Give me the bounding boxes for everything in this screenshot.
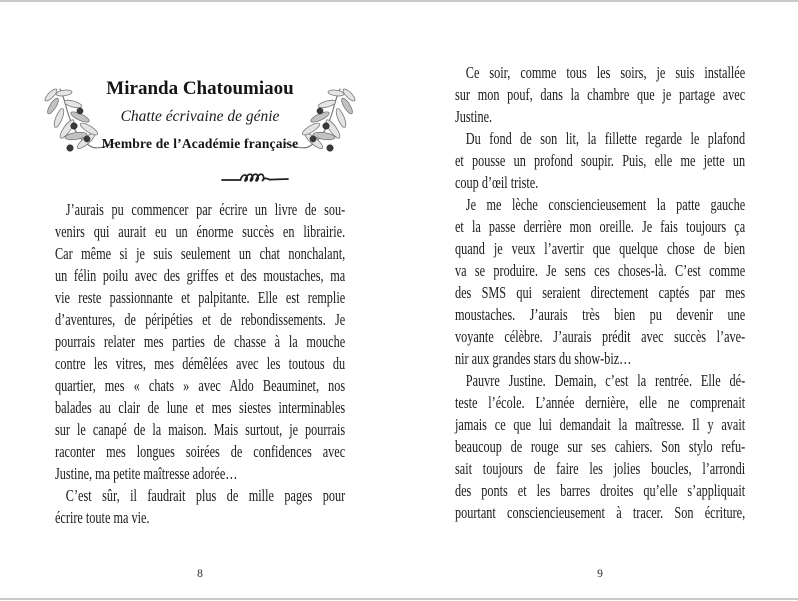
right-page-body [455,62,745,524]
text-line: et la passe derrière mon oreille. Je fais toujours ça [455,217,746,236]
text-line: jamais ce que lui demandait la maîtresse. Il y avait [455,415,746,434]
text-line: Pauvre Justine. Demain, c’est la rentrée. Elle dé- [465,371,746,390]
text-line: moustaches. J’aurais très bien pu devenir une [455,305,746,324]
text-line: coup d’œil triste. [455,173,539,192]
text-line: contre les vitres, mes démêlées avec les toutous du [55,354,346,373]
text-line: voyante célèbre. J’aurais prédit avec succès l’ave- [455,327,746,346]
text-line: Car même si je suis seulement un chat nonchalant, [55,244,346,263]
text-line: Ce soir, comme tous les soirs, je suis installée [465,63,746,82]
text-line: quartier, mes « chats » avec Aldo Beauminet, nos [55,376,346,395]
text-line: sait toujours de faire les jolies boucles, l’arrondi [455,459,746,478]
author-name: Miranda Chatoumiaou [106,78,294,99]
text-line: sur mon pouf, dans la chambre que je partage avec [455,85,746,104]
squiggle-divider-icon [165,171,345,192]
author-subtitle: Chatte écrivaine de génie [120,108,280,125]
text-line: vie reste passionnante et palpitante. Elle est remplie [55,288,346,307]
text-line: pourtant consciencieusement à tracer. Son écriture, [455,503,746,522]
right-page [455,0,745,601]
text-line: et pousse un profond soupir. Puis, elle me jette un [455,151,746,170]
left-page-body [55,199,345,529]
text-line: balades au clair de lune et mes siestes interminables [55,398,346,417]
text-line: quand je veux l’avertir que quelque chose de bien [455,239,746,258]
author-affiliation: Membre de l’Académie française [101,136,299,151]
text-line: venirs qui aurait eu un énorme succès en librairie. [55,222,346,241]
text-line: Je me lèche consciencieusement la patte gauche [465,195,746,214]
text-line: nir aux grandes stars du show-biz… [455,349,632,368]
text-line: J’aurais pu commencer par écrire un livre de sou- [65,200,346,219]
text-line: des SMS qui seraient directement captés par mes [455,283,746,302]
text-line: va se produire. Je sens ces choses-là. C’est comme [455,261,746,280]
text-line: d’aventures, de péripéties et de rebondissements. Je [55,310,346,329]
text-line: raconter mes longues soirées de confidences avec [55,442,346,461]
text-line: Justine, ma petite maîtresse adorée… [55,464,238,483]
text-line: Justine. [455,107,493,126]
text-line: Du fond de son lit, la fillette regarde le plafond [465,129,746,148]
text-line: teste l’école. L’année dernière, elle ne comprenait [455,393,746,412]
text-line: des ponts et les barres droites qu’elle s’appliquait [455,481,746,500]
text-line: un félin poilu avec des griffes et des moustaches, ma [55,266,346,285]
text-line: sur le canapé de la maison. Mais surtout, je pourrais [55,420,346,439]
text-line: beaucoup de rouge sur ses cahiers. Son stylo refu- [455,437,746,456]
text-line: pourrais relater mes parties de chasse à la mouche [55,332,346,351]
left-page [55,0,345,601]
text-line: écrire toute ma vie. [55,508,150,527]
page-number-left: 8 [197,568,203,580]
page-number-right: 9 [597,568,603,580]
text-line: C’est sûr, il faudrait plus de mille pages pour [65,486,346,505]
